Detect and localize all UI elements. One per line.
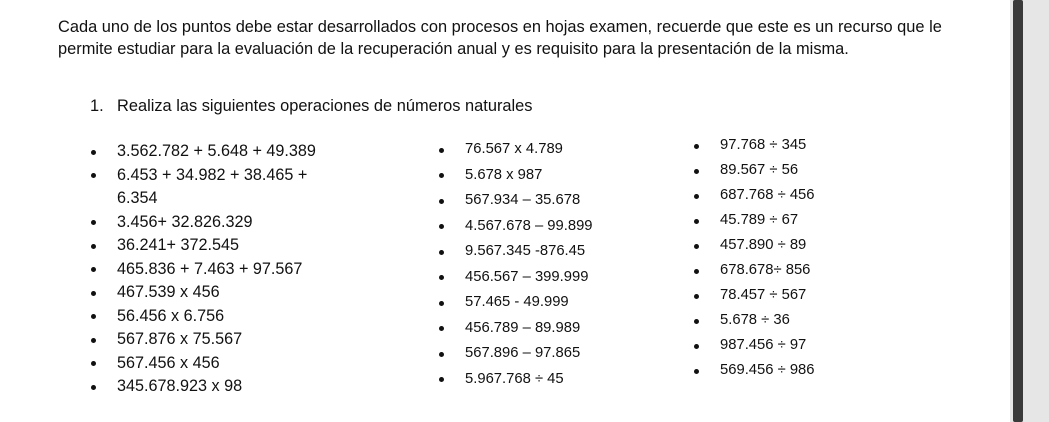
bullet-icon: [694, 369, 699, 374]
list-item: [465, 290, 593, 316]
bullet-icon: [439, 326, 444, 331]
list-item: [720, 333, 815, 358]
operation-text: 987.456 ÷ 97: [720, 337, 807, 353]
bullet-icon: [439, 173, 444, 178]
bullet-icon: [91, 385, 96, 390]
list-item: [117, 328, 316, 352]
operation-text: 4.567.678 – 99.899: [465, 217, 593, 234]
operation-text: 457.890 ÷ 89: [720, 237, 807, 253]
bullet-icon: [91, 338, 96, 343]
list-item: [720, 358, 815, 383]
operation-text: 567.456 x 456: [117, 353, 220, 372]
operation-text: 6.453 + 34.982 + 38.465 +: [117, 165, 308, 184]
list-item: [117, 234, 316, 258]
operation-text: 45.789 ÷ 67: [720, 212, 799, 228]
list-item: [720, 133, 815, 158]
bullet-icon: [91, 314, 96, 319]
bullet-icon: [91, 150, 96, 155]
bullet-icon: [694, 244, 699, 249]
operation-text: 465.836 + 7.463 + 97.567: [117, 259, 303, 278]
list-item: [720, 258, 815, 283]
multiplication-subtraction-list: [465, 137, 593, 392]
bullet-icon: [439, 199, 444, 204]
list-item-continuation: [117, 187, 316, 211]
list-item: [465, 265, 593, 291]
list-item: [117, 258, 316, 282]
bullet-icon: [694, 269, 699, 274]
exercise-title: Realiza las siguientes operaciones de números naturales: [117, 97, 533, 115]
operation-text: 467.539 x 456: [117, 283, 220, 301]
operation-text: 5.678 ÷ 36: [720, 312, 790, 328]
scrollbar-thumb[interactable]: [1013, 0, 1023, 422]
bullet-icon: [439, 301, 444, 306]
bullet-icon: [91, 173, 96, 178]
list-item: [465, 137, 593, 163]
list-item: [465, 316, 593, 342]
bullet-icon: [439, 148, 444, 153]
bullet-icon: [694, 344, 699, 349]
exercise-number: 1.: [90, 97, 104, 115]
bullet-icon: [439, 224, 444, 229]
operation-text: 6.354: [117, 189, 158, 207]
list-item: [465, 163, 593, 189]
operation-text: 97.768 ÷ 345: [720, 137, 807, 153]
operation-text: 3.562.782 + 5.648 + 49.389: [117, 142, 316, 160]
operation-text: 567.876 x 75.567: [117, 330, 243, 348]
list-item: [117, 140, 316, 164]
list-item: [117, 164, 316, 188]
operation-text: 5.678 x 987: [465, 166, 543, 183]
intro-paragraph: Cada uno de los puntos debe estar desarrollados con procesos en hojas examen, recuerde que este es un recurso que le permite estudiar para la evaluación de la recuperación anual y es requisito para la presentación de la misma.: [58, 18, 942, 58]
bullet-icon: [694, 319, 699, 324]
list-item: [465, 214, 593, 240]
list-item: [117, 375, 316, 399]
list-item: [117, 281, 316, 305]
list-item: [720, 283, 815, 308]
operation-text: 89.567 ÷ 56: [720, 162, 799, 178]
list-item: [720, 158, 815, 183]
list-item: [117, 352, 316, 376]
operation-text: 76.567 x 4.789: [465, 141, 563, 157]
bullet-icon: [694, 294, 699, 299]
operation-text: 57.465 - 49.999: [465, 294, 569, 310]
list-item: [720, 208, 815, 233]
bullet-icon: [91, 361, 96, 366]
list-item: [720, 183, 815, 208]
list-item: [465, 239, 593, 265]
operation-text: 567.934 – 35.678: [465, 192, 581, 208]
operation-text: 9.567.345 -876.45: [465, 243, 586, 259]
operation-text: 345.678.923 x 98: [117, 377, 243, 395]
list-item: [117, 211, 316, 235]
division-list: [720, 133, 815, 383]
bullet-icon: [91, 291, 96, 296]
list-item: [117, 305, 316, 329]
list-item: [465, 188, 593, 214]
operation-text: 456.567 – 399.999: [465, 268, 589, 285]
operation-text: 567.896 – 97.865: [465, 345, 581, 361]
operation-text: 56.456 x 6.756: [117, 306, 225, 325]
bullet-icon: [439, 352, 444, 357]
bullet-icon: [694, 169, 699, 174]
addition-multiplication-list: [117, 140, 316, 399]
operation-text: 678.678÷ 856: [720, 262, 811, 278]
operation-text: 78.457 ÷ 567: [720, 287, 807, 303]
bullet-icon: [91, 244, 96, 249]
list-item: [720, 308, 815, 333]
exercise-heading: [90, 95, 532, 117]
operation-text: 687.768 ÷ 456: [720, 187, 815, 203]
bullet-icon: [439, 250, 444, 255]
bullet-icon: [694, 219, 699, 224]
bullet-icon: [91, 220, 96, 225]
list-item: [465, 367, 593, 393]
operation-text: 3.456+ 32.826.329: [117, 212, 253, 231]
bullet-icon: [694, 194, 699, 199]
list-item: [465, 341, 593, 367]
bullet-icon: [439, 275, 444, 280]
operation-text: 456.789 – 89.989: [465, 319, 581, 336]
list-item: [720, 233, 815, 258]
bullet-icon: [694, 144, 699, 149]
operation-text: 569.456 ÷ 986: [720, 362, 815, 378]
operation-text: 36.241+ 372.545: [117, 236, 239, 254]
bullet-icon: [91, 267, 96, 272]
bullet-icon: [439, 377, 444, 382]
operation-text: 5.967.768 ÷ 45: [465, 370, 564, 387]
